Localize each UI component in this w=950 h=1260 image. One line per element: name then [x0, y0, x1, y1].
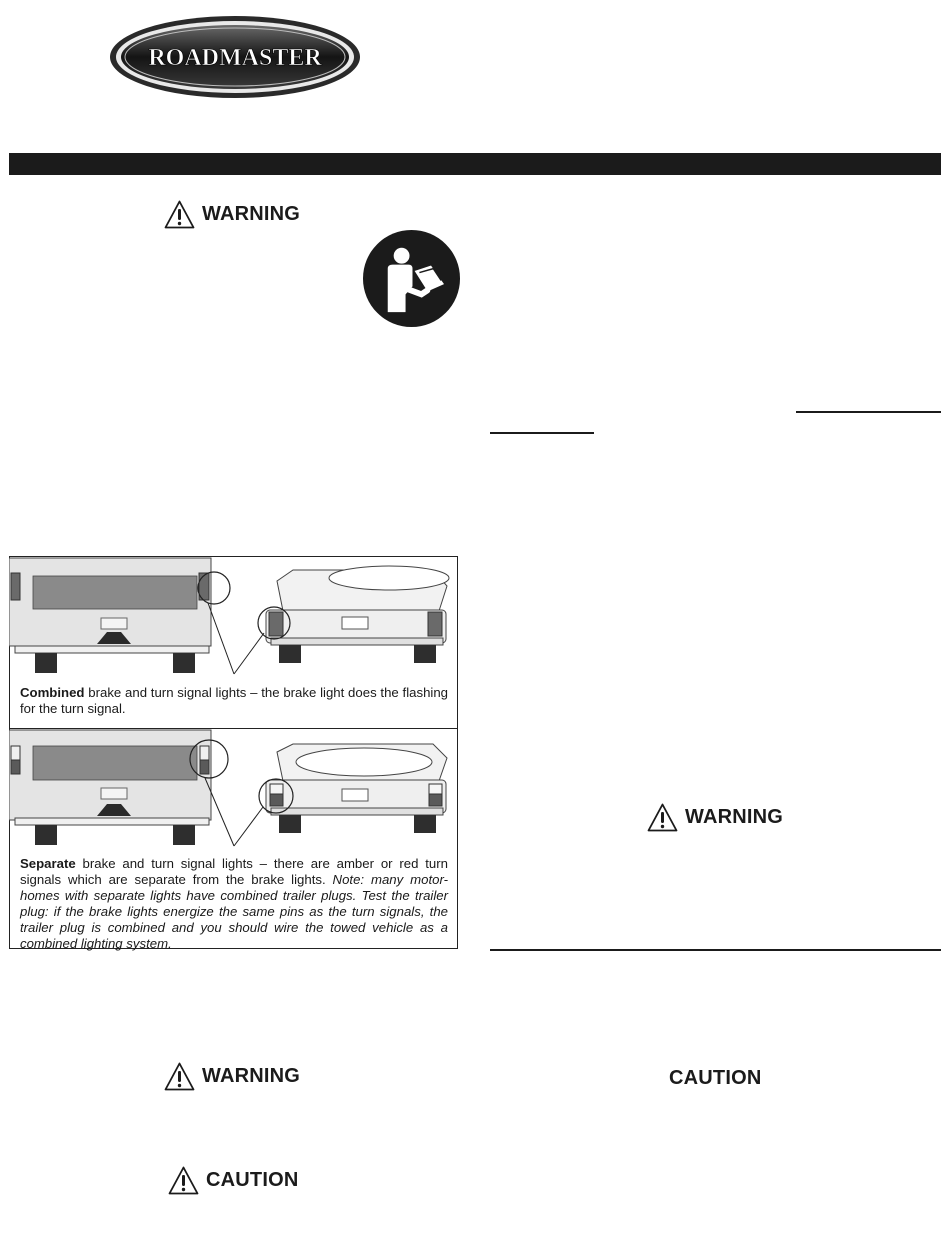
- logo-text: ROADMASTER: [148, 45, 322, 71]
- underline-rule: [796, 411, 941, 413]
- combined-caption-lead: Combined: [20, 685, 85, 700]
- motorhome-rear-separate: [9, 730, 211, 845]
- section-rule: [490, 949, 941, 951]
- warning-label: WARNING: [685, 806, 784, 828]
- car-rear-separate: [266, 744, 447, 833]
- warning-heading-right: [647, 803, 783, 832]
- caution-label: CAUTION: [206, 1169, 299, 1191]
- title-bar: [9, 153, 941, 175]
- caution-label: CAUTION: [669, 1067, 762, 1089]
- combined-caption: [20, 685, 448, 717]
- warning-label: WARNING: [202, 1065, 301, 1087]
- separate-caption-note: Note: many motor-homes with separate lights have combined trailer plugs. Test the trailer plug: if the brake lights energize the same pins as the turn signals, the trailer plug is combined and you should wire the towed vehicle as a combined lighting system.: [20, 872, 448, 951]
- underline-rule: [490, 432, 594, 434]
- exclamation-triangle-icon: [164, 200, 195, 229]
- exclamation-triangle-icon: [168, 1166, 199, 1195]
- combined-caption-text: brake and turn signal lights – the brake light does the flashing for the turn signal.: [20, 685, 448, 716]
- separate-caption-text: brake and turn signal lights – there are amber or red turn signals which are separate from the brake lights.: [20, 856, 448, 887]
- separate-caption: [20, 856, 448, 952]
- read-manual-icon: [362, 229, 461, 328]
- warning-heading-bottom: [164, 1062, 300, 1091]
- warning-heading-top: [164, 200, 300, 229]
- separate-caption-lead: Separate: [20, 856, 76, 871]
- warning-label: WARNING: [202, 203, 301, 225]
- exclamation-triangle-icon: [164, 1062, 195, 1091]
- exclamation-triangle-icon: [647, 803, 678, 832]
- motorhome-rear-combined: [9, 558, 211, 673]
- car-rear-combined: [266, 566, 449, 663]
- caution-heading-right: [669, 1067, 762, 1090]
- caution-heading-bottom: [168, 1166, 299, 1195]
- roadmaster-logo: [108, 14, 362, 100]
